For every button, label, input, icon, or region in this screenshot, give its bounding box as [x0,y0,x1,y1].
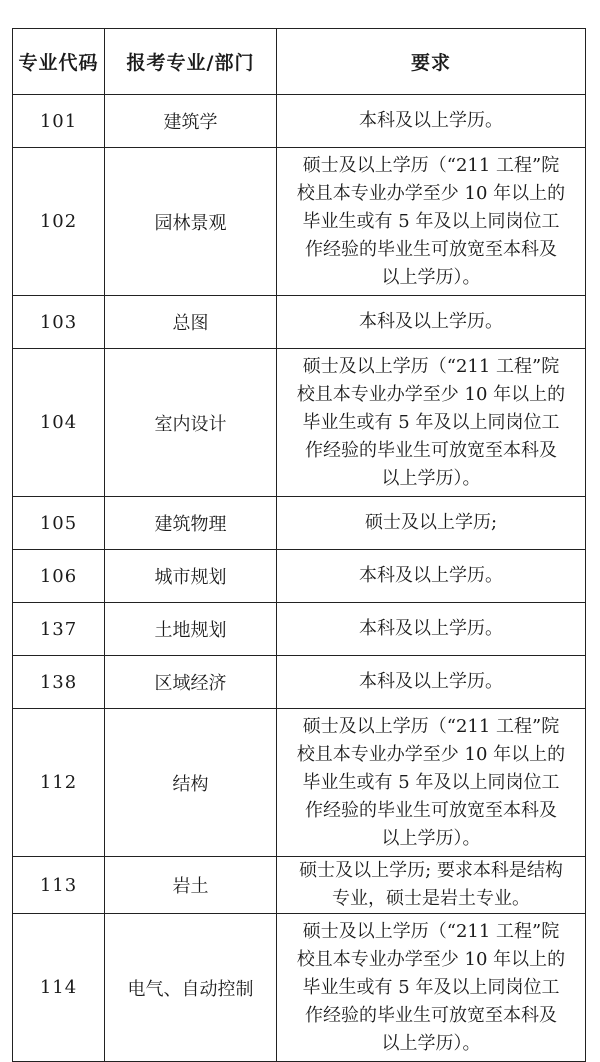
requirement-line: 校且本专业办学至少 10 年以上的 [296,182,566,204]
cell-requirement [277,709,586,857]
requirement-line: 本科及以上学历。 [359,311,503,332]
requirement-line: 以上学历）。 [381,266,481,288]
requirement-line: 本科及以上学历。 [359,565,503,586]
header-code: 专业代码 [13,29,105,95]
requirement-line: 毕业生或有 5 年及以上同岗位工 [302,210,560,232]
header-major: 报考专业/部门 [105,29,277,95]
cell-code: 137 [13,603,105,656]
table-row [13,497,586,550]
cell-requirement [277,550,586,603]
requirement-line: 作经验的毕业生可放宽至本科及 [305,238,557,260]
requirement-line: 毕业生或有 5 年及以上同岗位工 [302,411,560,433]
table-row [13,709,586,857]
table-body [13,95,586,1062]
requirement-line: 校且本专业办学至少 10 年以上的 [296,743,566,765]
cell-requirement [277,497,586,550]
header-row [13,29,586,95]
requirement-line: 硕士及以上学历（“211 工程”院 [302,715,560,737]
cell-requirement [277,857,586,914]
requirement-line: 以上学历）。 [381,827,481,849]
cell-code: 105 [13,497,105,550]
cell-code: 102 [13,148,105,296]
cell-requirement [277,95,586,148]
cell-major: 总图 [105,296,277,349]
cell-major: 结构 [105,709,277,857]
cell-requirement [277,349,586,497]
cell-code: 101 [13,95,105,148]
cell-major: 岩土 [105,857,277,914]
table-row [13,857,586,914]
header-requirement: 要求 [277,29,586,95]
cell-major: 电气、自动控制 [105,914,277,1062]
requirement-line: 以上学历）。 [381,467,481,489]
cell-requirement [277,656,586,709]
requirement-line: 硕士及以上学历（“211 工程”院 [302,920,560,942]
requirement-line: 硕士及以上学历（“211 工程”院 [302,154,560,176]
table-row [13,349,586,497]
cell-major: 园林景观 [105,148,277,296]
requirement-line: 本科及以上学历。 [359,618,503,639]
requirement-line: 硕士及以上学历; [364,512,498,533]
requirement-line: 毕业生或有 5 年及以上同岗位工 [302,771,560,793]
cell-code: 114 [13,914,105,1062]
cell-major: 建筑物理 [105,497,277,550]
cell-code: 113 [13,857,105,914]
table-row [13,914,586,1062]
cell-requirement [277,148,586,296]
requirement-line: 以上学历）。 [381,1032,481,1054]
requirement-line: 作经验的毕业生可放宽至本科及 [305,1004,557,1026]
requirement-line: 本科及以上学历。 [359,110,503,131]
requirements-table [12,28,586,1062]
requirement-line: 毕业生或有 5 年及以上同岗位工 [302,976,560,998]
cell-major: 城市规划 [105,550,277,603]
table-row [13,296,586,349]
table-row [13,148,586,296]
requirement-line: 校且本专业办学至少 10 年以上的 [296,383,566,405]
requirement-line: 本科及以上学历。 [359,671,503,692]
cell-code: 112 [13,709,105,857]
requirement-line: 硕士及以上学历（“211 工程”院 [302,355,560,377]
requirement-line: 作经验的毕业生可放宽至本科及 [305,439,557,461]
table-row [13,95,586,148]
cell-code: 138 [13,656,105,709]
cell-requirement [277,603,586,656]
requirement-line: 专业，硕士是岩土专业。 [332,888,530,909]
requirement-line: 校且本专业办学至少 10 年以上的 [296,948,566,970]
cell-code: 104 [13,349,105,497]
table-row [13,550,586,603]
cell-code: 106 [13,550,105,603]
cell-major: 建筑学 [105,95,277,148]
cell-requirement [277,296,586,349]
cell-major: 区域经济 [105,656,277,709]
table-row [13,603,586,656]
cell-requirement [277,914,586,1062]
cell-code: 103 [13,296,105,349]
table-row [13,656,586,709]
cell-major: 室内设计 [105,349,277,497]
cell-major: 土地规划 [105,603,277,656]
requirement-line: 硕士及以上学历; 要求本科是结构 [299,860,563,881]
requirement-line: 作经验的毕业生可放宽至本科及 [305,799,557,821]
